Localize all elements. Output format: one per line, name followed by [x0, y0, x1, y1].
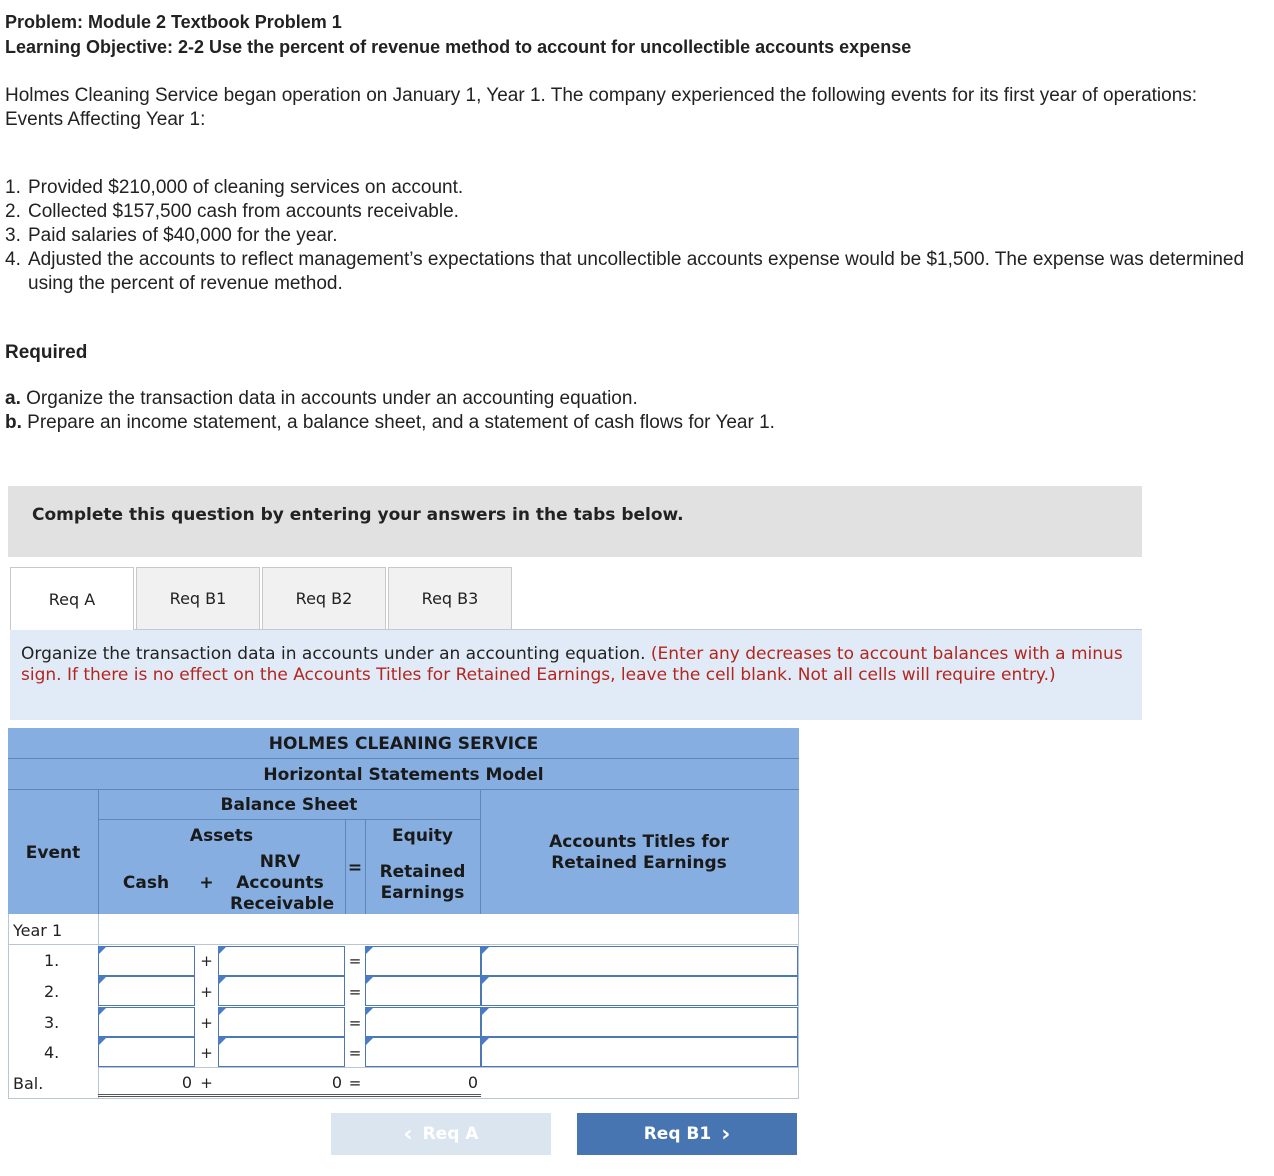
problem-intro — [5, 84, 1245, 132]
header-divider — [8, 789, 799, 790]
event-text: Provided $210,000 of cleaning services on account. — [28, 177, 464, 198]
header-divider — [98, 819, 480, 820]
instruction-main: Organize the transaction data in accounts under an accounting equation. — [21, 644, 646, 664]
prev-req-a-button[interactable] — [331, 1113, 551, 1155]
table-border — [8, 914, 9, 1099]
table-border — [8, 1098, 799, 1099]
equals-sign: = — [347, 858, 363, 878]
cash-heading: Cash — [122, 873, 170, 893]
account-title-select[interactable] — [481, 976, 798, 1006]
intro-text: Holmes Cleaning Service began operation on January 1, Year 1. The company experienced the following events for its first year of operations: — [5, 85, 1198, 106]
event-number: 4. — [5, 249, 21, 270]
double-underline — [98, 1094, 481, 1095]
account-title-select[interactable] — [481, 946, 798, 976]
next-button-label: Req B1 — [643, 1124, 712, 1144]
event-number: 3. — [5, 225, 21, 246]
equals-operator: = — [348, 952, 362, 970]
event-label: 3. — [44, 1013, 60, 1032]
cash-input[interactable] — [98, 946, 195, 976]
plus-operator: + — [200, 983, 213, 1001]
company-name: HOLMES CLEANING SERVICE — [268, 734, 539, 754]
nrv-input[interactable] — [218, 1007, 345, 1037]
plus-operator: + — [200, 1014, 213, 1032]
plus-operator: + — [200, 952, 213, 970]
tab-req-b1[interactable]: Req B1 — [136, 567, 260, 629]
event-number: 2. — [5, 201, 21, 222]
tab-req-a[interactable]: Req A — [10, 567, 134, 630]
tab-instructions — [10, 630, 1142, 720]
nrv-input[interactable] — [218, 946, 345, 976]
event-text: Paid salaries of $40,000 for the year. — [28, 225, 338, 246]
required-text-b: Prepare an income statement, a balance sheet, and a statement of cash flows for Year 1. — [27, 412, 775, 433]
list-item — [5, 248, 1245, 296]
horizontal-statements-table — [8, 728, 799, 1099]
equals-operator: = — [348, 983, 362, 1001]
year-label: Year 1 — [13, 921, 63, 940]
required-item-a — [5, 387, 775, 411]
next-req-b1-button[interactable] — [577, 1113, 797, 1155]
header-divider — [480, 789, 481, 914]
chevron-right-icon: › — [721, 1121, 731, 1147]
events-list — [5, 176, 1245, 296]
balance-label: Bal. — [13, 1074, 44, 1093]
table-border — [98, 1067, 799, 1068]
table-border — [8, 944, 799, 945]
equals-operator: = — [348, 1044, 362, 1062]
balance-nrv: 0 — [331, 1073, 342, 1092]
table-border — [798, 914, 799, 1099]
retained-earnings-input[interactable] — [365, 946, 481, 976]
cash-input[interactable] — [98, 1037, 195, 1067]
retained-earnings-heading: Retained Earnings — [379, 862, 466, 903]
event-text: Collected $157,500 cash from accounts receivable. — [28, 201, 459, 222]
retained-earnings-input[interactable] — [365, 1037, 481, 1067]
plus-sign: + — [199, 873, 214, 893]
nrv-input[interactable] — [218, 976, 345, 1006]
required-list — [5, 387, 775, 435]
equity-heading: Equity — [392, 826, 453, 846]
event-number: 1. — [5, 177, 21, 198]
required-heading: Required — [5, 342, 88, 363]
required-label-b: b. — [5, 412, 22, 433]
cash-input[interactable] — [98, 976, 195, 1006]
balance-retained-earnings: 0 — [467, 1073, 478, 1092]
double-underline — [98, 1096, 481, 1097]
required-label-a: a. — [5, 388, 21, 409]
model-title: Horizontal Statements Model — [263, 765, 544, 785]
event-label: 1. — [44, 951, 60, 970]
nrv-heading: NRV Accounts Receivable — [230, 852, 335, 914]
account-title-select[interactable] — [481, 1037, 798, 1067]
list-item — [5, 200, 1245, 224]
plus-operator: + — [200, 1074, 213, 1092]
header-divider — [8, 758, 799, 759]
learning-objective: Learning Objective: 2-2 Use the percent of revenue method to account for uncollectible accounts expense — [5, 37, 912, 57]
nrv-input[interactable] — [218, 1037, 345, 1067]
list-item — [5, 224, 1245, 248]
cash-input[interactable] — [98, 1007, 195, 1037]
prev-button-label: Req A — [422, 1124, 479, 1144]
instruction-note: (Enter any decreases to account balances with a minus sign. If there is no effect on the Accounts Titles for Retained Earnings, leave the cell blank. Not all cells will require entry.) — [21, 644, 1123, 685]
event-label: 4. — [44, 1043, 60, 1062]
retained-earnings-input[interactable] — [365, 1007, 481, 1037]
account-title-select[interactable] — [481, 1007, 798, 1037]
equals-operator: = — [348, 1074, 362, 1092]
event-column-heading: Event — [25, 843, 81, 863]
events-title: Events Affecting Year 1: — [5, 109, 206, 130]
balance-cash: 0 — [181, 1073, 192, 1092]
chevron-left-icon: ‹ — [403, 1121, 413, 1147]
retained-earnings-input[interactable] — [365, 976, 481, 1006]
plus-operator: + — [200, 1044, 213, 1062]
problem-title: Problem: Module 2 Textbook Problem 1 — [5, 12, 342, 32]
required-text-a: Organize the transaction data in accounts under an accounting equation. — [26, 388, 638, 409]
event-label: 2. — [44, 982, 60, 1001]
banner-text: Complete this question by entering your answers in the tabs below. — [32, 505, 684, 525]
equals-operator: = — [348, 1014, 362, 1032]
event-text: Adjusted the accounts to reflect management’s expectations that uncollectible accounts expense would be $1,500. The expense was determined using the percent of revenue method. — [28, 249, 1245, 294]
instructions-banner — [8, 486, 1142, 557]
tab-req-b2[interactable]: Req B2 — [262, 567, 386, 629]
account-titles-heading: Accounts Titles for Retained Earnings — [549, 832, 729, 873]
assets-heading: Assets — [189, 826, 254, 846]
list-item — [5, 176, 1245, 200]
balance-sheet-heading: Balance Sheet — [220, 795, 358, 815]
tab-req-b3[interactable]: Req B3 — [388, 567, 512, 629]
required-item-b — [5, 411, 775, 435]
